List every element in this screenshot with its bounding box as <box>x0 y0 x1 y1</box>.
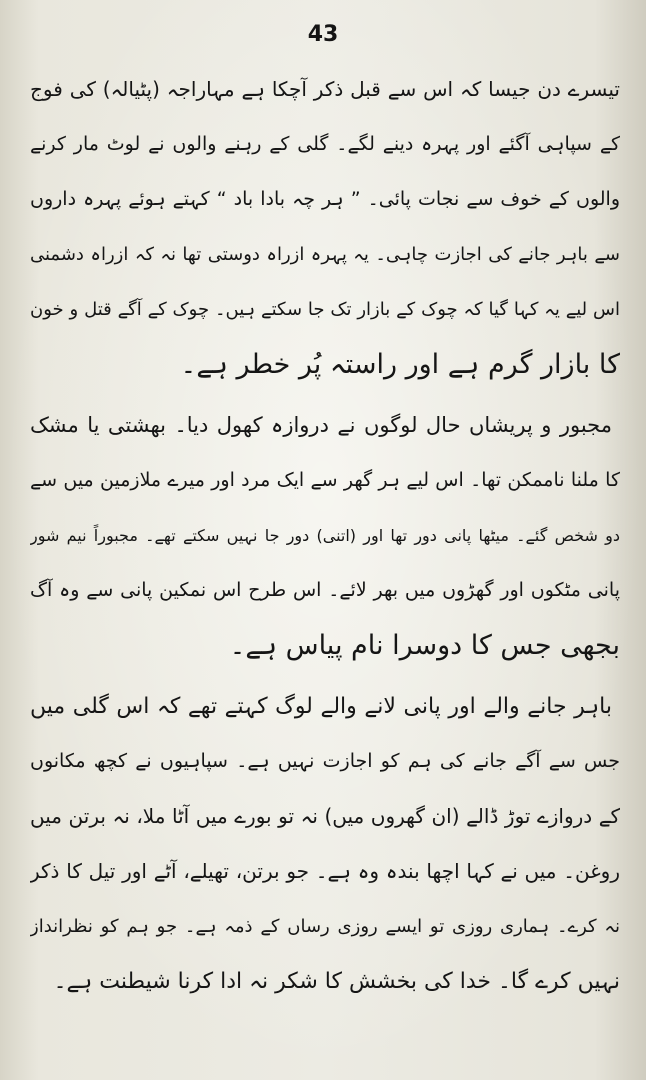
text-line: کے دروازے توڑ ڈالے (ان گھروں میں) نہ تو بورے میں آٹا ملا، نہ برتن میں <box>30 804 620 828</box>
text-line: روغن۔ میں نے کہا اچھا بندہ وہ ہے۔ جو برتن، تھیلے، آٹے اور تیل کا ذکر <box>30 859 620 883</box>
text-line: جس سے آگے جانے کی ہم کو اجازت نہیں ہے۔ سپاہیوں نے کچھ مکانوں <box>30 750 620 772</box>
text-line: نہ کرے۔ ہماری روزی تو ایسے روزی رساں کے ذمہ ہے۔ جو ہم کو نظرانداز <box>30 916 620 937</box>
text-line: مجبور و پریشاں حال لوگوں نے دروازہ کھول دیا۔ بھشتی یا مشک <box>30 413 612 437</box>
text-line: والوں کے خوف سے نجات پائی۔ ” ہر چہ بادا باد “ کہتے ہوئے پہرہ داروں <box>30 188 620 210</box>
text-line: نہیں کرے گا۔ خدا کی بخشش کا شکر نہ ادا کرنا شیطنت ہے۔ <box>53 969 620 994</box>
paragraph-1 <box>30 62 620 392</box>
text-line: کا بازار گرم ہے اور راستہ پُر خطر ہے۔ <box>180 349 620 380</box>
text-line: تیسرے دن جیسا کہ اس سے قبل ذکر آچکا ہے مہاراجہ (پٹیالہ) کی فوج <box>30 77 620 101</box>
text-line: دو شخص گئے۔ میٹھا پانی دور تھا اور (اتنی) دور جا نہیں سکتے تھے۔ مجبوراً نیم شور <box>30 526 620 545</box>
page-number: 43 <box>307 22 339 47</box>
text-line: باہر جانے والے اور پانی لانے والے لوگ کہتے تھے کہ اس گلی میں <box>30 694 612 719</box>
body-text <box>30 62 620 1009</box>
text-line: بجھی جس کا دوسرا نام پیاس ہے۔ <box>229 630 620 661</box>
text-line: کے سپاہی آگئے اور پہرہ دینے لگے۔ گلی کے رہنے والوں نے لوٹ مار کرنے <box>30 133 620 155</box>
text-line: اس لیے یہ کہا گیا کہ چوک کے بازار تک جا سکتے ہیں۔ چوک کے آگے قتل و خون <box>30 299 620 320</box>
paragraph-3 <box>30 679 620 1009</box>
text-line: سے باہر جانے کی اجازت چاہی۔ یہ پہرہ ازراہ دوستی تھا نہ کہ ازراہ دشمنی <box>30 244 620 265</box>
text-line: کا ملنا ناممکن تھا۔ اس لیے ہر گھر سے ایک مرد اور میرے ملازمین میں سے <box>30 469 620 491</box>
paragraph-2 <box>30 398 620 673</box>
text-line: پانی مٹکوں اور گھڑوں میں بھر لائے۔ اس طرح اس نمکین پانی سے وہ آگ <box>30 579 620 601</box>
